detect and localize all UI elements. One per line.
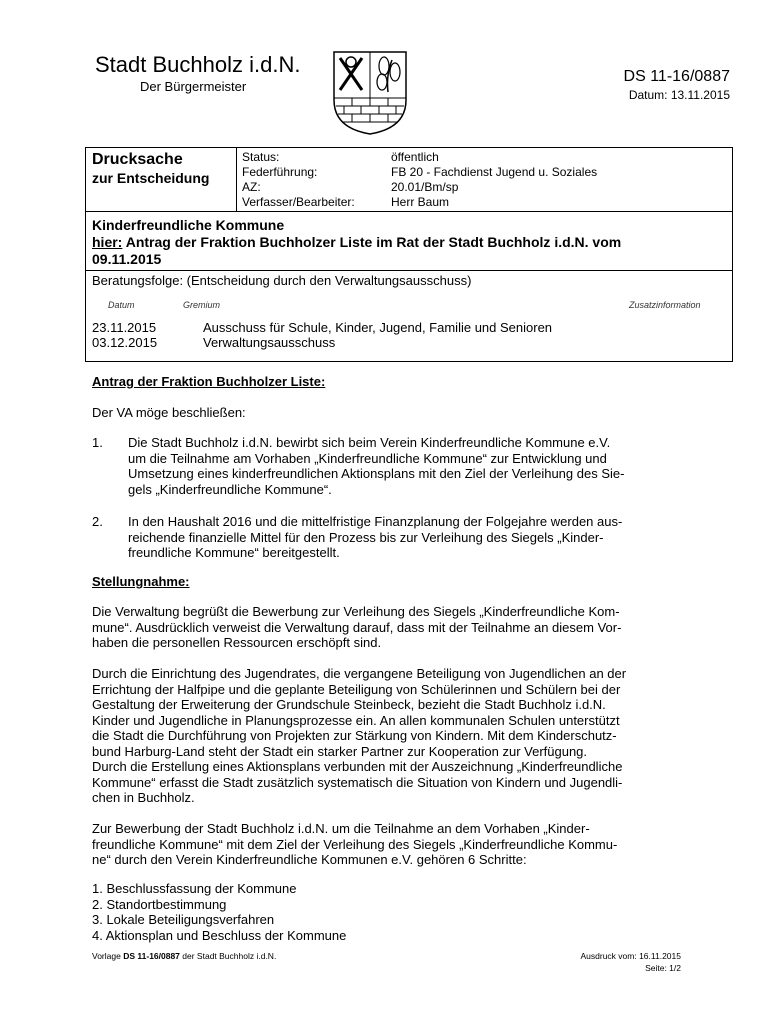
motion-intro: Der VA möge beschließen:	[92, 405, 246, 420]
text-line: freundliche Kommune“ mit dem Ziel der Verleihung des Siegels „Kinderfreundliche Kommu-	[92, 836, 618, 852]
text-line: In den Haushalt 2016 und die mittelfristige Finanzplanung der Folgejahre werden aus-	[128, 514, 623, 529]
document-number: DS 11-16/0887	[623, 68, 730, 85]
text-line: freundliche Kommune“ bereitgestellt.	[128, 545, 340, 560]
statement-paragraph-2	[92, 666, 626, 806]
meta-label: Federführung:	[242, 165, 318, 179]
document-info-box	[85, 147, 733, 362]
meta-label: AZ:	[242, 180, 261, 194]
steps-list	[92, 881, 346, 943]
subject-line	[92, 234, 621, 250]
statement-paragraph-3	[92, 821, 617, 868]
footer-reference	[92, 951, 276, 961]
text-line: Kommune“ erfasst die Stadt zusätzlich systematisch die Situation von Kindern und Jugendli-	[92, 774, 623, 790]
list-item: 1. Beschlussfassung der Kommune	[92, 881, 297, 896]
doc-type-subtitle: zur Entscheidung	[92, 170, 210, 186]
office-name: Der Bürgermeister	[140, 79, 247, 94]
subject-date: 09.11.2015	[92, 251, 162, 267]
subject-hier-label: hier:	[92, 234, 123, 250]
column-header-committee: Gremium	[183, 300, 221, 310]
column-header-date: Datum	[108, 300, 135, 310]
city-name: Stadt Buchholz i.d.N.	[95, 52, 301, 77]
consultation-sequence: Beratungsfolge: (Entscheidung durch den Verwaltungsausschuss)	[92, 273, 472, 288]
text-line: Die Verwaltung begrüßt die Bewerbung zur Verleihung des Siegels „Kinderfreundliche Kom-	[92, 604, 620, 619]
text-line: Gestaltung der Erweiterung der Grundschule Steinbeck, bezieht die Stadt Buchholz i.d.N.	[92, 697, 606, 712]
text-line: gels „Kinderfreundliche Kommune“.	[128, 481, 332, 497]
consultation-date: 03.12.2015	[92, 335, 158, 350]
column-header-info: Zusatzinformation	[629, 300, 701, 310]
subject-text: Antrag der Fraktion Buchholzer Liste im Rat der Stadt Buchholz i.d.N. vom	[122, 234, 622, 250]
text-line: Errichtung der Halfpipe und die geplante Beteiligung von Schülerinnen und Schülern bei der	[92, 681, 621, 697]
statement-paragraph-1	[92, 604, 621, 651]
motion-heading: Antrag der Fraktion Buchholzer Liste:	[92, 374, 326, 389]
text-line: bund Harburg-Land steht der Stadt ein starker Partner zur Kooperation zur Verfügung.	[92, 743, 588, 759]
item-number: 2.	[92, 514, 103, 529]
meta-label: Verfasser/Bearbeiter:	[242, 195, 355, 209]
document-date: Datum: 13.11.2015	[628, 88, 730, 102]
text-line: Zur Bewerbung der Stadt Buchholz i.d.N. um die Teilnahme an dem Vorhaben „Kinder-	[92, 821, 590, 836]
text-line: Die Stadt Buchholz i.d.N. bewirbt sich beim Verein Kinderfreundliche Kommune e.V.	[128, 435, 611, 450]
subject-block	[86, 212, 732, 271]
text-line: mune“. Ausdrücklich verweist die Verwaltung darauf, dass mit der Teilnahme an diesem Vor-	[92, 619, 622, 635]
list-item: 3. Lokale Beteiligungsverfahren	[92, 912, 275, 927]
consultation-committee: Verwaltungsausschuss	[203, 335, 336, 350]
subject-title: Kinderfreundliche Kommune	[92, 217, 285, 233]
text-line: Durch die Einrichtung des Jugendrates, die vergangene Beteiligung von Jugendlichen an der	[92, 666, 627, 681]
coat-of-arms-icon	[332, 50, 408, 136]
meta-value: 20.01/Bm/sp	[391, 180, 459, 194]
motion-item-1	[128, 435, 624, 497]
text-line: Durch die Erstellung eines Aktionsplans verbunden mit der Auszeichnung „Kinderfreundliche	[92, 759, 623, 774]
statement-heading: Stellungnahme:	[92, 574, 190, 589]
text-line: Umsetzung eines kinderfreundlichen Aktionsplans mit den Ziel der Verleihung des Sie-	[128, 466, 625, 481]
list-item: 4. Aktionsplan und Beschluss der Kommune	[92, 927, 347, 943]
meta-label: Status:	[242, 150, 280, 164]
meta-value: öffentlich	[391, 150, 439, 164]
text-line: um die Teilnahme am Vorhaben „Kinderfreundliche Kommune“ zur Entwicklung und	[128, 450, 607, 466]
text-line: reichende finanzielle Mittel für den Prozess bis zur Verleihung des Siegels „Kinder-	[128, 529, 604, 545]
consultation-date: 23.11.2015	[92, 320, 157, 335]
footer-doc-number: DS 11-16/0887	[123, 951, 180, 961]
text-line: Kinder und Jugendliche in Planungsprozesse ein. An allen kommunalen Schulen unterstützt	[92, 712, 620, 728]
consultation-committee: Ausschuss für Schule, Kinder, Jugend, Familie und Senioren	[203, 320, 553, 335]
list-item: 2. Standortbestimmung	[92, 896, 227, 912]
item-number: 1.	[92, 435, 103, 450]
footer-printed-date: Ausdruck vom: 16.11.2015	[580, 951, 681, 961]
footer-page-number: Seite: 1/2	[645, 963, 681, 973]
doc-type-title: Drucksache	[92, 151, 183, 168]
footer-suffix: der Stadt Buchholz i.d.N.	[179, 951, 277, 961]
motion-item-2	[128, 514, 622, 561]
footer-prefix: Vorlage	[92, 951, 124, 961]
meta-value: FB 20 - Fachdienst Jugend u. Soziales	[391, 165, 598, 179]
text-line: haben die personellen Ressourcen erschöpft sind.	[92, 635, 382, 650]
text-line: chen in Buchholz.	[92, 790, 195, 805]
text-line: die Stadt die Durchführung von Projekten zur Stärkung von Kindern. Mit dem Kinderschutz-	[92, 728, 617, 743]
text-line: ne“ durch den Verein Kinderfreundliche Kommunen e.V. gehören 6 Schritte:	[92, 852, 527, 867]
meta-value: Herr Baum	[391, 195, 450, 209]
